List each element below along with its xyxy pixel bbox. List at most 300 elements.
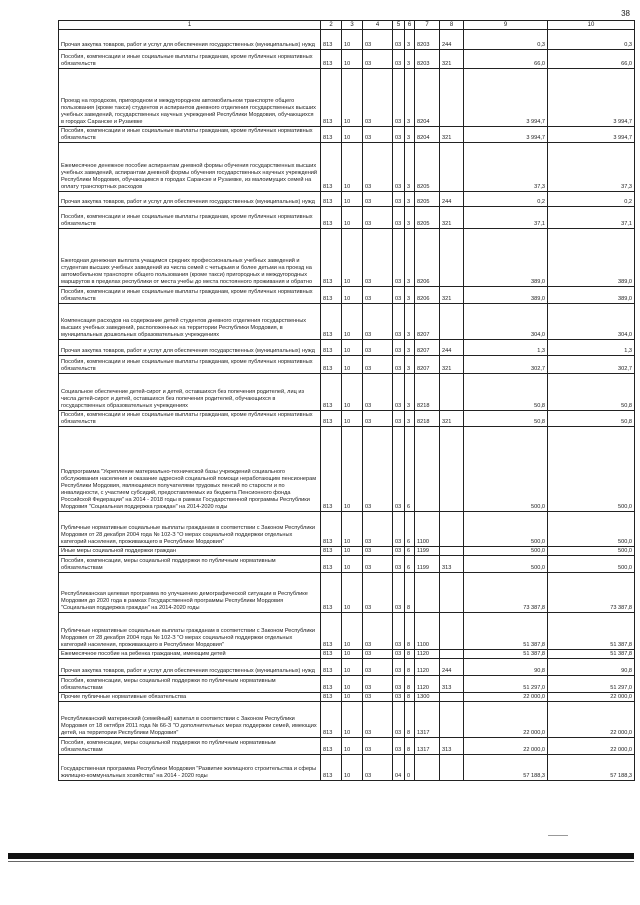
target-article-cell: 1317: [415, 702, 440, 738]
row-name-cell: Публичные нормативные социальные выплаты гражданам в соответствии с Законом Республики Мордовия от 28 декабря 2004 года № 102-З "О мерах социальной поддержки отдельных категорий населения, проживающего в Республике Мордовия": [59, 613, 321, 650]
margin-mark: [548, 835, 568, 836]
section-cell: 10: [342, 50, 363, 69]
subsection-cell: 03: [363, 650, 393, 659]
program-cell: 03: [393, 50, 405, 69]
table-row: [59, 755, 635, 781]
page-bottom-rule: [8, 853, 634, 859]
subprogram-cell: 6: [405, 556, 415, 573]
subprogram-cell: 3: [405, 356, 415, 374]
row-name-cell: Республиканская целевая программа по улучшению демографической ситуации в Республике Мордовия до 2020 года в рамках Государственной программы Республики Мордовия "Социальная поддержка граждан" на 2014-2020 годы: [59, 573, 321, 613]
grbs-code-cell: 813: [321, 755, 342, 781]
table-row: [59, 127, 635, 143]
section-cell: 10: [342, 547, 363, 556]
table-row: [59, 50, 635, 69]
row-name-cell: Пособия, компенсации, меры социальной поддержки по публичным нормативным обязательствам: [59, 556, 321, 573]
subsection-cell: 03: [363, 192, 393, 207]
section-cell: 10: [342, 287, 363, 304]
header-cell: 6: [405, 21, 415, 30]
target-article-cell: 8203: [415, 50, 440, 69]
approved-amount-cell: 73 387,8: [548, 573, 635, 613]
approved-amount-cell: 37,1: [548, 207, 635, 229]
expense-type-cell: [440, 693, 464, 702]
expense-type-cell: [440, 427, 464, 512]
table-row: [59, 356, 635, 374]
program-cell: 03: [393, 427, 405, 512]
program-cell: 03: [393, 69, 405, 127]
grbs-code-cell: 813: [321, 738, 342, 755]
header-cell: 7: [415, 21, 440, 30]
amount-cell: 51 387,8: [464, 650, 548, 659]
grbs-code-cell: 813: [321, 547, 342, 556]
section-cell: 10: [342, 556, 363, 573]
subsection-cell: 03: [363, 613, 393, 650]
subprogram-cell: 8: [405, 573, 415, 613]
amount-cell: 389,0: [464, 287, 548, 304]
section-cell: 10: [342, 659, 363, 676]
row-name-cell: Подпрограмма "Укрепление материально-технической базы учреждений социального обслуживания населения и оказание адресной социальной помощи неработающим пенсионерам Республики Мордовия, являющимся получателями трудовых пенсий по старости и по инвалидности, с участием субсидий, предоставляемых из бюджета Пенсионного фонда Российской Федерации" на 2014 - 2018 годы в рамках Государственной программы Республики Мордовия "Социальная поддержка граждан" на 2014-2020 годы: [59, 427, 321, 512]
target-article-cell: 8205: [415, 143, 440, 192]
target-article-cell: 1100: [415, 613, 440, 650]
subprogram-cell: 8: [405, 659, 415, 676]
program-cell: 03: [393, 143, 405, 192]
header-cell: 9: [464, 21, 548, 30]
table-row: [59, 676, 635, 693]
table-row: [59, 69, 635, 127]
program-cell: 04: [393, 755, 405, 781]
row-name-cell: Пособия, компенсации и иные социальные выплаты гражданам, кроме публичных нормативных обязательств: [59, 207, 321, 229]
section-cell: 10: [342, 127, 363, 143]
subsection-cell: 03: [363, 676, 393, 693]
table-row: [59, 229, 635, 287]
subprogram-cell: 3: [405, 287, 415, 304]
grbs-code-cell: 813: [321, 427, 342, 512]
section-cell: 10: [342, 738, 363, 755]
expense-type-cell: 321: [440, 50, 464, 69]
subsection-cell: 03: [363, 693, 393, 702]
target-article-cell: 8205: [415, 207, 440, 229]
amount-cell: 22 000,0: [464, 738, 548, 755]
row-name-cell: Республиканский материнский (семейный) капитал в соответствии с Законом Республики Мордовия от 18 октября 2011 года № 66-З "О дополнительных мерах поддержки семей, имеющих детей, на территории Республики Мордовия": [59, 702, 321, 738]
expense-type-cell: [440, 229, 464, 287]
grbs-code-cell: 813: [321, 556, 342, 573]
table-row: [59, 304, 635, 340]
approved-amount-cell: 0,3: [548, 30, 635, 50]
grbs-code-cell: 813: [321, 693, 342, 702]
program-cell: 03: [393, 702, 405, 738]
subsection-cell: 03: [363, 573, 393, 613]
amount-cell: 0,2: [464, 192, 548, 207]
subsection-cell: 03: [363, 427, 393, 512]
approved-amount-cell: 3 994,7: [548, 69, 635, 127]
approved-amount-cell: 500,0: [548, 547, 635, 556]
target-article-cell: [415, 427, 440, 512]
grbs-code-cell: 813: [321, 411, 342, 427]
subsection-cell: 03: [363, 556, 393, 573]
target-article-cell: 1120: [415, 676, 440, 693]
grbs-code-cell: 813: [321, 287, 342, 304]
program-cell: 03: [393, 547, 405, 556]
subsection-cell: 03: [363, 304, 393, 340]
expense-type-cell: [440, 69, 464, 127]
amount-cell: 22 000,0: [464, 702, 548, 738]
row-name-cell: Прочая закупка товаров, работ и услуг для обеспечения государственных (муниципальных) нужд: [59, 192, 321, 207]
page-number: 38: [621, 9, 630, 18]
table-row: [59, 192, 635, 207]
subsection-cell: 03: [363, 738, 393, 755]
approved-amount-cell: 51 297,0: [548, 676, 635, 693]
header-cell: 1: [59, 21, 321, 30]
expense-type-cell: 313: [440, 556, 464, 573]
grbs-code-cell: 813: [321, 30, 342, 50]
section-cell: 10: [342, 676, 363, 693]
subprogram-cell: 3: [405, 69, 415, 127]
target-article-cell: [415, 573, 440, 613]
subprogram-cell: 3: [405, 374, 415, 411]
program-cell: 03: [393, 30, 405, 50]
approved-amount-cell: 500,0: [548, 556, 635, 573]
program-cell: 03: [393, 693, 405, 702]
section-cell: 10: [342, 69, 363, 127]
expense-type-cell: [440, 755, 464, 781]
expense-type-cell: 244: [440, 192, 464, 207]
expense-type-cell: [440, 143, 464, 192]
grbs-code-cell: 813: [321, 229, 342, 287]
table-row: [59, 547, 635, 556]
row-name-cell: Пособия, компенсации и иные социальные выплаты гражданам, кроме публичных нормативных обязательств: [59, 127, 321, 143]
grbs-code-cell: 813: [321, 659, 342, 676]
target-article-cell: 8206: [415, 229, 440, 287]
amount-cell: 51 387,8: [464, 613, 548, 650]
amount-cell: 37,3: [464, 143, 548, 192]
header-cell: 2: [321, 21, 342, 30]
target-article-cell: 8207: [415, 304, 440, 340]
subprogram-cell: 3: [405, 192, 415, 207]
grbs-code-cell: 813: [321, 573, 342, 613]
table-row: [59, 411, 635, 427]
target-article-cell: 8203: [415, 30, 440, 50]
subprogram-cell: 3: [405, 229, 415, 287]
target-article-cell: 8206: [415, 287, 440, 304]
approved-amount-cell: 50,8: [548, 411, 635, 427]
row-name-cell: Иные меры социальной поддержки граждан: [59, 547, 321, 556]
section-cell: 10: [342, 374, 363, 411]
amount-cell: 90,8: [464, 659, 548, 676]
row-name-cell: Прочие публичные нормативные обязательства: [59, 693, 321, 702]
amount-cell: 66,0: [464, 50, 548, 69]
section-cell: 10: [342, 613, 363, 650]
subprogram-cell: 8: [405, 702, 415, 738]
table-row: [59, 143, 635, 192]
target-article-cell: 8205: [415, 192, 440, 207]
expense-type-cell: [440, 650, 464, 659]
expense-type-cell: 313: [440, 738, 464, 755]
program-cell: 03: [393, 650, 405, 659]
amount-cell: 51 297,0: [464, 676, 548, 693]
approved-amount-cell: 304,0: [548, 304, 635, 340]
amount-cell: 3 994,7: [464, 69, 548, 127]
target-article-cell: 1120: [415, 659, 440, 676]
section-cell: 10: [342, 340, 363, 356]
approved-amount-cell: 389,0: [548, 287, 635, 304]
table-row: [59, 556, 635, 573]
row-name-cell: Пособия, компенсации, меры социальной поддержки по публичным нормативным обязательствам: [59, 676, 321, 693]
grbs-code-cell: 813: [321, 143, 342, 192]
row-name-cell: Прочая закупка товаров, работ и услуг для обеспечения государственных (муниципальных) нужд: [59, 30, 321, 50]
grbs-code-cell: 813: [321, 512, 342, 547]
expense-type-cell: 244: [440, 340, 464, 356]
expense-type-cell: [440, 613, 464, 650]
program-cell: 03: [393, 127, 405, 143]
subsection-cell: 03: [363, 287, 393, 304]
section-cell: 10: [342, 427, 363, 512]
program-cell: 03: [393, 556, 405, 573]
amount-cell: 1,3: [464, 340, 548, 356]
amount-cell: 37,1: [464, 207, 548, 229]
header-cell: 4: [363, 21, 393, 30]
subsection-cell: 03: [363, 30, 393, 50]
table-row: [59, 340, 635, 356]
section-cell: 10: [342, 30, 363, 50]
expense-type-cell: [440, 304, 464, 340]
header-cell: 3: [342, 21, 363, 30]
approved-amount-cell: 1,3: [548, 340, 635, 356]
subprogram-cell: 8: [405, 738, 415, 755]
subsection-cell: 03: [363, 755, 393, 781]
subsection-cell: 03: [363, 374, 393, 411]
section-cell: 10: [342, 192, 363, 207]
table-row: [59, 207, 635, 229]
row-name-cell: Прочая закупка товаров, работ и услуг для обеспечения государственных (муниципальных) нужд: [59, 340, 321, 356]
section-cell: 10: [342, 650, 363, 659]
subsection-cell: 03: [363, 512, 393, 547]
amount-cell: 22 000,0: [464, 693, 548, 702]
approved-amount-cell: 51 387,8: [548, 650, 635, 659]
table-row: [59, 512, 635, 547]
subsection-cell: 03: [363, 69, 393, 127]
grbs-code-cell: 813: [321, 192, 342, 207]
program-cell: 03: [393, 192, 405, 207]
approved-amount-cell: 66,0: [548, 50, 635, 69]
table-row: [59, 573, 635, 613]
subprogram-cell: 3: [405, 30, 415, 50]
amount-cell: 73 387,8: [464, 573, 548, 613]
subprogram-cell: 6: [405, 512, 415, 547]
program-cell: 03: [393, 374, 405, 411]
subsection-cell: 03: [363, 229, 393, 287]
grbs-code-cell: 813: [321, 613, 342, 650]
table-row: [59, 30, 635, 50]
subprogram-cell: 3: [405, 411, 415, 427]
expense-type-cell: 244: [440, 30, 464, 50]
header-cell: 8: [440, 21, 464, 30]
row-name-cell: Государственная программа Республики Мордовия "Развитие жилищного строительства и сферы жилищно-коммунальных хозяйства" на 2014 - 2020 годы: [59, 755, 321, 781]
subprogram-cell: 8: [405, 613, 415, 650]
target-article-cell: 8204: [415, 69, 440, 127]
program-cell: 03: [393, 512, 405, 547]
expense-type-cell: 321: [440, 356, 464, 374]
target-article-cell: 1199: [415, 556, 440, 573]
program-cell: 03: [393, 340, 405, 356]
expense-type-cell: [440, 573, 464, 613]
approved-amount-cell: 57 188,3: [548, 755, 635, 781]
target-article-cell: 8204: [415, 127, 440, 143]
subsection-cell: 03: [363, 411, 393, 427]
section-cell: 10: [342, 356, 363, 374]
page-bottom-rule-thin: [8, 861, 634, 862]
amount-cell: 389,0: [464, 229, 548, 287]
approved-amount-cell: 51 387,8: [548, 613, 635, 650]
target-article-cell: 1317: [415, 738, 440, 755]
table-row: [59, 659, 635, 676]
approved-amount-cell: 37,3: [548, 143, 635, 192]
amount-cell: 50,8: [464, 411, 548, 427]
table-row: [59, 613, 635, 650]
program-cell: 03: [393, 207, 405, 229]
subprogram-cell: 8: [405, 650, 415, 659]
section-cell: 10: [342, 143, 363, 192]
expense-type-cell: [440, 512, 464, 547]
grbs-code-cell: 813: [321, 374, 342, 411]
expense-type-cell: [440, 374, 464, 411]
grbs-code-cell: 813: [321, 356, 342, 374]
row-name-cell: Пособия, компенсации и иные социальные выплаты гражданам, кроме публичных нормативных обязательств: [59, 287, 321, 304]
row-name-cell: Публичные нормативные социальные выплаты гражданам в соответствии с Законом Республики Мордовия от 28 декабря 2004 года № 102-З "О мерах социальной поддержки отдельных категорий населения, проживающего в Республике Мордовия": [59, 512, 321, 547]
target-article-cell: 8207: [415, 356, 440, 374]
header-cell: 5: [393, 21, 405, 30]
subprogram-cell: 3: [405, 304, 415, 340]
target-article-cell: 1300: [415, 693, 440, 702]
section-cell: 10: [342, 755, 363, 781]
subprogram-cell: 3: [405, 127, 415, 143]
table-row: [59, 650, 635, 659]
program-cell: 03: [393, 287, 405, 304]
subsection-cell: 03: [363, 702, 393, 738]
grbs-code-cell: 813: [321, 676, 342, 693]
approved-amount-cell: 0,2: [548, 192, 635, 207]
row-name-cell: Ежегодная денежная выплата учащимся средних профессиональных учебных заведений и студентам высших учебных заведений из числа семей с четырьмя и более детьми на проезд на автомобильном транспорте общего пользования (кроме такси) пригородных и междугородных маршрутов в пределах республики от места учебы до места постоянного проживания и обратно: [59, 229, 321, 287]
subsection-cell: 03: [363, 356, 393, 374]
row-name-cell: Пособия, компенсации и иные социальные выплаты гражданам, кроме публичных нормативных обязательств: [59, 411, 321, 427]
grbs-code-cell: 813: [321, 207, 342, 229]
amount-cell: 500,0: [464, 512, 548, 547]
approved-amount-cell: 3 994,7: [548, 127, 635, 143]
table-body: [59, 30, 635, 781]
grbs-code-cell: 813: [321, 702, 342, 738]
row-name-cell: Прочая закупка товаров, работ и услуг для обеспечения государственных (муниципальных) нужд: [59, 659, 321, 676]
subprogram-cell: 3: [405, 340, 415, 356]
target-article-cell: 1120: [415, 650, 440, 659]
amount-cell: 50,8: [464, 374, 548, 411]
target-article-cell: 8207: [415, 340, 440, 356]
grbs-code-cell: 813: [321, 650, 342, 659]
section-cell: 10: [342, 702, 363, 738]
section-cell: 10: [342, 229, 363, 287]
amount-cell: 304,0: [464, 304, 548, 340]
subsection-cell: 03: [363, 340, 393, 356]
subsection-cell: 03: [363, 547, 393, 556]
program-cell: 03: [393, 573, 405, 613]
subsection-cell: 03: [363, 50, 393, 69]
grbs-code-cell: 813: [321, 127, 342, 143]
approved-amount-cell: 302,7: [548, 356, 635, 374]
section-cell: 10: [342, 411, 363, 427]
row-name-cell: Пособия, компенсации, меры социальной поддержки по публичным нормативным обязательствам: [59, 738, 321, 755]
program-cell: 03: [393, 613, 405, 650]
expense-type-cell: 321: [440, 207, 464, 229]
table-row: [59, 374, 635, 411]
budget-table: [58, 20, 635, 781]
row-name-cell: Пособия, компенсации и иные социальные выплаты гражданам, кроме публичных нормативных обязательств: [59, 50, 321, 69]
program-cell: 03: [393, 411, 405, 427]
approved-amount-cell: 500,0: [548, 512, 635, 547]
expense-type-cell: 244: [440, 659, 464, 676]
subprogram-cell: 8: [405, 676, 415, 693]
amount-cell: 0,3: [464, 30, 548, 50]
subsection-cell: 03: [363, 143, 393, 192]
program-cell: 03: [393, 304, 405, 340]
program-cell: 03: [393, 659, 405, 676]
section-cell: 10: [342, 693, 363, 702]
target-article-cell: 1199: [415, 547, 440, 556]
row-name-cell: Ежемесячное пособие на ребенка гражданам, имеющим детей: [59, 650, 321, 659]
approved-amount-cell: 90,8: [548, 659, 635, 676]
table-header-row: [59, 21, 635, 30]
program-cell: 03: [393, 356, 405, 374]
target-article-cell: 8218: [415, 411, 440, 427]
approved-amount-cell: 22 000,0: [548, 702, 635, 738]
expense-type-cell: 321: [440, 127, 464, 143]
grbs-code-cell: 813: [321, 340, 342, 356]
expense-type-cell: [440, 702, 464, 738]
target-article-cell: 1100: [415, 512, 440, 547]
approved-amount-cell: 50,8: [548, 374, 635, 411]
amount-cell: 500,0: [464, 427, 548, 512]
subprogram-cell: 6: [405, 427, 415, 512]
grbs-code-cell: 813: [321, 50, 342, 69]
row-name-cell: Компенсация расходов на содержание детей студентов дневного отделения государственных высших учебных заведений, расположенных на территории Республики Мордовия, в муниципальных дошкольных образовательных учреждениях: [59, 304, 321, 340]
subprogram-cell: 3: [405, 143, 415, 192]
subprogram-cell: 0: [405, 755, 415, 781]
program-cell: 03: [393, 229, 405, 287]
row-name-cell: Пособия, компенсации и иные социальные выплаты гражданам, кроме публичных нормативных обязательств: [59, 356, 321, 374]
table-row: [59, 738, 635, 755]
target-article-cell: [415, 755, 440, 781]
section-cell: 10: [342, 207, 363, 229]
approved-amount-cell: 22 000,0: [548, 693, 635, 702]
program-cell: 03: [393, 676, 405, 693]
subprogram-cell: 8: [405, 693, 415, 702]
approved-amount-cell: 500,0: [548, 427, 635, 512]
grbs-code-cell: 813: [321, 69, 342, 127]
subprogram-cell: 3: [405, 207, 415, 229]
target-article-cell: 8218: [415, 374, 440, 411]
amount-cell: 302,7: [464, 356, 548, 374]
section-cell: 10: [342, 512, 363, 547]
row-name-cell: Проезд на городском, пригородном и междугородном автомобильном транспорте общего пользования (кроме такси) студентов и аспирантов дневного отделения государственных высших учебных заведений, государственных научных учреждений Республики Мордовия, обучающихся в городах Саранске и Рузаевке: [59, 69, 321, 127]
program-cell: 03: [393, 738, 405, 755]
amount-cell: 3 994,7: [464, 127, 548, 143]
grbs-code-cell: 813: [321, 304, 342, 340]
subsection-cell: 03: [363, 127, 393, 143]
subsection-cell: 03: [363, 207, 393, 229]
table-row: [59, 693, 635, 702]
amount-cell: 57 188,3: [464, 755, 548, 781]
subprogram-cell: 6: [405, 547, 415, 556]
table-row: [59, 702, 635, 738]
expense-type-cell: 313: [440, 676, 464, 693]
section-cell: 10: [342, 304, 363, 340]
section-cell: 10: [342, 573, 363, 613]
